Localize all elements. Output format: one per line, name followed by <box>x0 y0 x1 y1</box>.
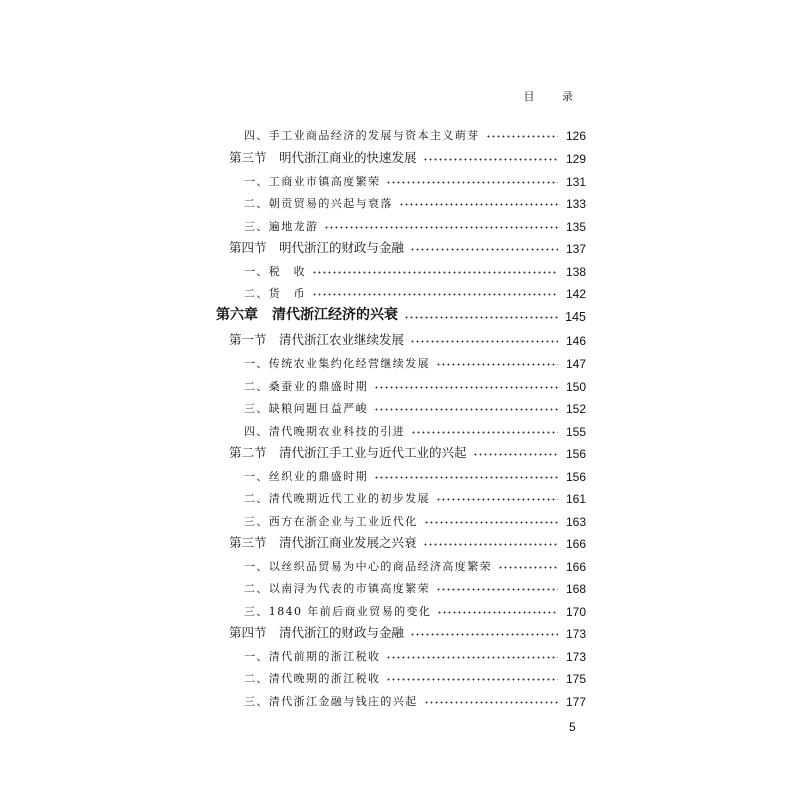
toc-entry-label: 一、传统农业集约化经营继续发展 <box>244 357 430 370</box>
toc-entry-label: 三、西方在浙企业与工业近代化 <box>244 515 418 528</box>
toc-entry-page: 166 <box>565 537 586 551</box>
toc-entry[interactable] <box>244 257 586 279</box>
dot-leader <box>324 221 558 229</box>
toc-entry-page: 170 <box>565 605 586 619</box>
toc-entry-label: 二、以南浔为代表的市镇高度繁荣 <box>244 582 430 595</box>
toc-entry[interactable] <box>229 234 586 256</box>
toc-entry[interactable] <box>244 484 586 506</box>
toc-entry-label: 三、1840 年前后商业贸易的变化 <box>244 605 432 618</box>
toc-entry-label: 二、清代晚期的浙江税收 <box>244 672 381 685</box>
toc-entry-label: 二、桑蚕业的鼎盛时期 <box>244 380 368 393</box>
toc-entry-label: 一、工商业市镇高度繁荣 <box>244 175 381 188</box>
dot-leader <box>498 561 558 569</box>
toc-entry-page: 129 <box>565 152 586 166</box>
toc-entry[interactable] <box>244 574 586 596</box>
toc-entry-page: 138 <box>565 265 586 279</box>
toc-entry-page: 142 <box>565 287 586 301</box>
toc-entry[interactable] <box>244 687 586 709</box>
toc-entry-page: 173 <box>565 627 586 641</box>
toc-entry-label: 一、清代前期的浙江税收 <box>244 650 381 663</box>
toc-entry-label: 第三节 清代浙江商业发展之兴衰 <box>229 536 417 550</box>
dot-leader <box>386 651 558 659</box>
toc-entry-label: 第一节 清代浙江农业继续发展 <box>229 333 405 347</box>
toc-entry-label: 一、以丝织品贸易为中心的商品经济高度繁荣 <box>244 560 492 573</box>
dot-leader <box>404 311 558 319</box>
toc-entry[interactable] <box>229 144 586 166</box>
dot-leader <box>436 493 558 501</box>
toc-entry-page: 147 <box>565 357 586 371</box>
dot-leader <box>374 381 558 389</box>
toc-entry-page: 161 <box>565 492 586 506</box>
toc-entry[interactable] <box>229 326 586 348</box>
toc-entry-label: 三、缺粮问题日益严峻 <box>244 402 368 415</box>
page-number: 5 <box>569 720 576 734</box>
toc-entry-label: 二、朝贡贸易的兴起与衰落 <box>244 197 393 210</box>
toc-entry-label: 四、清代晚期农业科技的引进 <box>244 425 406 438</box>
toc-entry-page: 146 <box>565 334 586 348</box>
toc-entry-page: 137 <box>565 242 586 256</box>
dot-leader <box>424 696 558 704</box>
dot-leader <box>424 516 558 524</box>
toc-entry[interactable] <box>244 349 586 371</box>
toc-entry-page: 126 <box>565 129 586 143</box>
toc-entry[interactable] <box>244 121 586 143</box>
toc-entry[interactable] <box>244 167 586 189</box>
dot-leader <box>312 266 558 274</box>
toc-entry[interactable] <box>244 507 586 529</box>
toc-entry-label: 第六章 清代浙江经济的兴衰 <box>216 306 398 322</box>
toc-entry[interactable] <box>244 664 586 686</box>
dot-leader <box>386 176 558 184</box>
toc-entry[interactable] <box>229 619 586 641</box>
toc-entry-page: 166 <box>565 560 586 574</box>
toc-entry-label: 第三节 明代浙江商业的快速发展 <box>229 151 417 165</box>
toc-entry-page: 175 <box>565 672 586 686</box>
toc-entry[interactable] <box>229 529 586 551</box>
toc-entry-label: 一、税 收 <box>244 265 306 278</box>
dot-leader <box>399 198 558 206</box>
dot-leader <box>410 335 558 343</box>
toc-entry-page: 135 <box>565 220 586 234</box>
dot-leader <box>410 243 558 251</box>
toc-entry-page: 131 <box>565 175 586 189</box>
toc-entry-label: 二、清代晚期近代工业的初步发展 <box>244 492 430 505</box>
toc-entry-page: 177 <box>565 695 586 709</box>
dot-leader <box>423 538 558 546</box>
dot-leader <box>374 471 558 479</box>
dot-leader <box>473 448 558 456</box>
dot-leader <box>436 583 558 591</box>
toc-entry-label: 第四节 明代浙江的财政与金融 <box>229 241 405 255</box>
toc-entry-label: 一、丝织业的鼎盛时期 <box>244 470 368 483</box>
toc-entry-page: 155 <box>565 425 586 439</box>
dot-leader <box>410 628 558 636</box>
toc-entry[interactable] <box>244 212 586 234</box>
toc-entry[interactable] <box>244 394 586 416</box>
toc-entry-page: 150 <box>565 380 586 394</box>
toc-entry[interactable] <box>244 372 586 394</box>
toc-entry[interactable] <box>244 642 586 664</box>
toc-entry-label: 四、手工业商品经济的发展与资本主义萌芽 <box>244 129 480 142</box>
toc-entry-page: 145 <box>565 310 586 324</box>
dot-leader <box>374 403 558 411</box>
toc-entry[interactable] <box>216 302 586 324</box>
toc-entry[interactable] <box>229 439 586 461</box>
toc-entry-page: 168 <box>565 582 586 596</box>
dot-leader <box>486 130 558 138</box>
page-header: 目 录 <box>523 90 585 103</box>
toc-entry[interactable] <box>244 417 586 439</box>
toc-entry[interactable] <box>244 279 586 301</box>
toc-entry-label: 三、遍地龙游 <box>244 220 319 233</box>
toc-entry[interactable] <box>244 189 586 211</box>
toc-entry-page: 156 <box>565 447 586 461</box>
toc-entry-page: 152 <box>565 402 586 416</box>
toc-entry-page: 156 <box>565 470 586 484</box>
toc-entry-label: 三、清代浙江金融与钱庄的兴起 <box>244 695 418 708</box>
toc-entry-page: 133 <box>565 197 586 211</box>
dot-leader <box>386 673 558 681</box>
toc-entry[interactable] <box>244 552 586 574</box>
toc-entry[interactable] <box>244 462 586 484</box>
dot-leader <box>423 153 558 161</box>
toc-entry-page: 173 <box>565 650 586 664</box>
dot-leader <box>411 426 558 434</box>
toc-entry-label: 第二节 清代浙江手工业与近代工业的兴起 <box>229 446 467 460</box>
toc-entry-label: 第四节 清代浙江的财政与金融 <box>229 626 405 640</box>
dot-leader <box>312 288 558 296</box>
toc-entry-page: 163 <box>565 515 586 529</box>
dot-leader <box>437 606 558 614</box>
toc-entry-label: 二、货 币 <box>244 287 306 300</box>
toc-entry[interactable] <box>244 597 586 619</box>
dot-leader <box>436 358 558 366</box>
